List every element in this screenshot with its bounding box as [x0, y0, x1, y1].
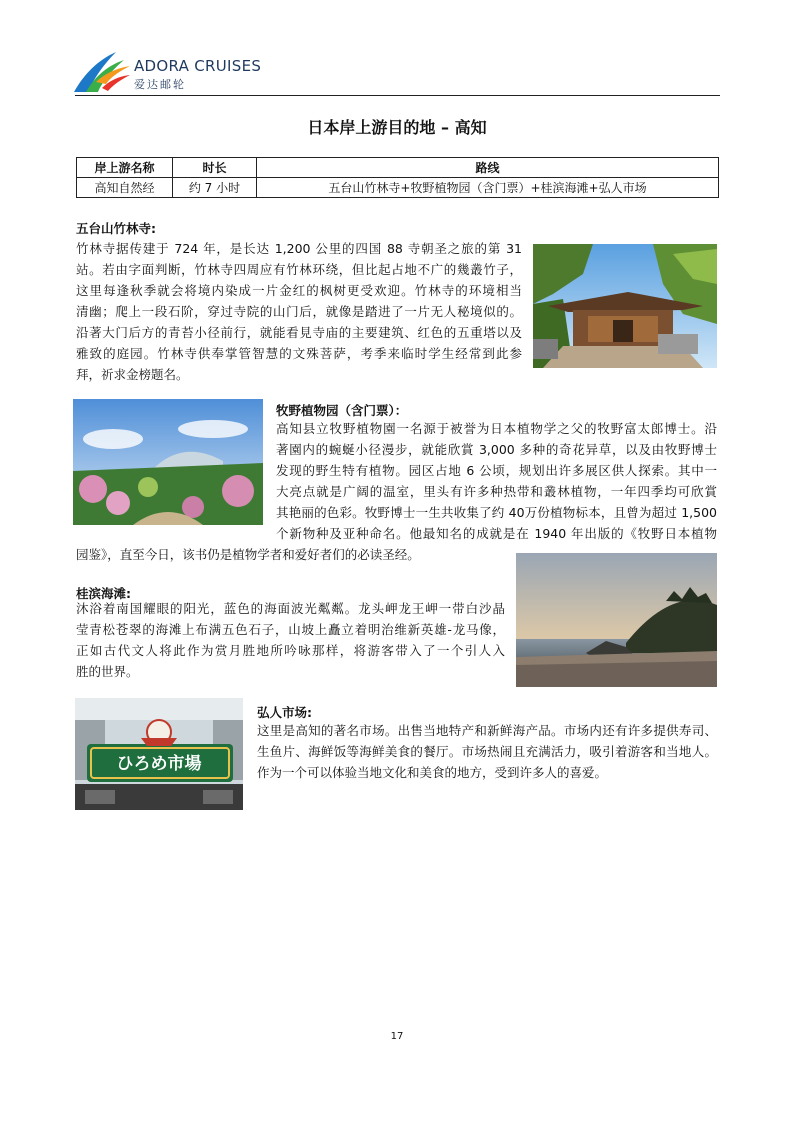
makino-botanical-garden-photo: [73, 399, 263, 525]
text-line: 高知县立牧野植物園一名源于被誉为日本植物学之父的牧野富太郎博士。沿: [276, 421, 717, 436]
section-text-chikurinji: [76, 238, 522, 385]
text-line: 沿著大门后方的青苔小径前行，就能看見寺庙的主要建筑、红色的五重塔以及: [76, 325, 522, 340]
text-line: 莹青松苍翠的海滩上布满五色石子，山坡上矗立着明治维新英雄-龙马像，: [76, 622, 505, 637]
page-title: 日本岸上游目的地 – 高知: [307, 118, 487, 137]
text-line: 清幽；爬上一段石阶，穿过寺院的山门后，就像是踏进了一片无人秘境似的。: [76, 304, 522, 319]
text-line: 大亮点就是广阔的温室，里头有许多种热带和叢林植物，一年四季均可欣賞: [276, 484, 717, 499]
table-cell: 五台山竹林寺+牧野植物园（含门票）+桂滨海滩+弘人市场: [257, 178, 719, 198]
brand-name: ADORA CRUISES: [134, 57, 262, 75]
table-header-cell: 时长: [173, 158, 257, 178]
text-line: 胜的世界。: [76, 664, 139, 679]
text-line: 拜，祈求金榜题名。: [76, 367, 189, 382]
section-text-makino-tail: [76, 544, 512, 565]
text-line: 这里是高知的著名市场。出售当地特产和新鲜海产品。市场内还有许多提供寿司、: [257, 723, 717, 738]
section-heading-chikurinji: 五台山竹林寺:: [76, 221, 156, 236]
text-line: 作为一个可以体验当地文化和美食的地方，受到许多人的喜爱。: [257, 765, 608, 780]
text-line: 正如古代文人将此作为赏月胜地所吟咏那样，将游客带入了一个引人入: [76, 643, 505, 658]
section-heading-makino: 牧野植物园（含门票）：: [276, 403, 408, 418]
section-text-hirome: [257, 720, 717, 783]
katsurahama-beach-photo: [516, 553, 717, 687]
text-line: 这里每逢秋季就会将境内染成一片金红的枫树更受欢迎。竹林寺的环境相当: [76, 283, 522, 298]
adora-logo-icon: [72, 48, 132, 94]
table-row: [77, 178, 719, 198]
brand-name-cn: 爱达邮轮: [134, 78, 186, 91]
text-line: 其艳丽的色彩。牧野博士一生共收集了约 40万份植物标本，且曾为超过 1,500: [276, 505, 717, 520]
text-line: 发现的野生特有植物。园区占地 6 公顷，规划出许多展区供人探索。其中一: [276, 463, 717, 478]
text-line: 竹林寺据传建于 724 年，是长达 1,200 公里的四国 88 寺朝圣之旅的第 31: [76, 241, 522, 256]
table-header-cell: 岸上游名称: [77, 158, 173, 178]
text-line: 园鉴》，直至今日，该书仍是植物学者和爱好者们的必读圣经。: [76, 547, 420, 562]
text-line: 著園内的蜿蜒小径漫步，就能欣賞 3,000 多种的奇花异草，以及由牧野博士: [276, 442, 717, 457]
section-text-makino: [276, 418, 717, 544]
page-number: 17: [390, 1031, 404, 1042]
table-header-row: [77, 158, 719, 178]
table-cell: 约 7 小时: [173, 178, 257, 198]
text-line: 生鱼片、海鲜饭等海鲜美食的餐厅。市场热闹且充满活力，吸引着游客和当地人。: [257, 744, 717, 759]
header-divider: [75, 95, 720, 96]
text-line: 雅致的庭园。竹林寺供奉掌管智慧的文殊菩萨，考季来临时学生经常到此参: [76, 346, 522, 361]
route-table: [76, 157, 719, 198]
table-header-cell: 路线: [257, 158, 719, 178]
section-text-katsurahama: [76, 598, 505, 682]
section-heading-katsurahama: 桂滨海滩:: [76, 586, 131, 601]
table-cell: 高知自然经: [77, 178, 173, 198]
section-heading-hirome: 弘人市场:: [257, 705, 312, 720]
chikurinji-temple-photo: [533, 244, 717, 368]
market-sign-text: ひろめ市場: [116, 754, 202, 774]
hirome-market-photo: [75, 698, 243, 810]
text-line: 个新物种及亚种命名。他最知名的成就是在 1940 年出版的《牧野日本植物: [276, 526, 717, 541]
text-line: 站。若由字面判断，竹林寺四周应有竹林环绕，但比起占地不广的幾叢竹子，: [76, 262, 522, 277]
text-line: 沐浴着南国耀眼的阳光，蓝色的海面波光粼粼。龙头岬龙王岬一带白沙晶: [76, 601, 505, 616]
